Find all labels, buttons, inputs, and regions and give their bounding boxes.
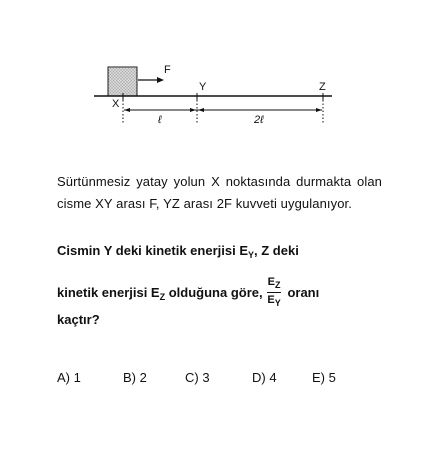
frac-den-letter: E <box>267 294 275 306</box>
choice-e[interactable] <box>312 370 336 385</box>
choice-value: 2 <box>139 370 147 385</box>
question-line-3: kaçtır? <box>57 312 100 327</box>
dim-arrow-xy-left <box>124 108 130 112</box>
q-text: Cismin Y deki kinetik enerjisi E <box>57 243 248 258</box>
q-text: olduğuna göre, <box>165 284 263 300</box>
q-text: kinetik enerjisi E <box>57 284 160 300</box>
choice-value: 4 <box>269 370 277 385</box>
dim-arrow-yz-right <box>316 108 322 112</box>
frac-num-letter: E <box>267 276 275 288</box>
choice-letter: C) <box>185 370 199 385</box>
point-z-label: Z <box>319 81 326 93</box>
dim-arrow-xy-right <box>190 108 196 112</box>
choice-a[interactable] <box>57 370 81 385</box>
choice-letter: D) <box>252 370 266 385</box>
q-sub: Y <box>248 250 255 260</box>
question-line-1 <box>57 243 299 260</box>
choice-letter: A) <box>57 370 70 385</box>
fraction-numerator <box>267 276 282 293</box>
choice-value: 1 <box>73 370 81 385</box>
fraction-denominator <box>267 293 282 309</box>
q-text: oranı <box>287 284 320 300</box>
force-arrow-head <box>157 77 164 83</box>
choice-letter: B) <box>123 370 136 385</box>
distance-xy-label: ℓ <box>158 114 162 126</box>
physics-diagram <box>0 0 429 140</box>
distance-yz-label: 2ℓ <box>254 114 264 126</box>
frac-num-sub: Z <box>274 280 281 290</box>
choice-value: 5 <box>328 370 336 385</box>
choice-c[interactable] <box>185 370 210 385</box>
point-y-label: Y <box>199 81 207 93</box>
q-text: , Z deki <box>254 243 299 258</box>
question-stem: Sürtünmesiz yatay yolun X noktasında durmakta olan cisme XY arası F, YZ arası 2F kuvveti uygulanıyor. <box>57 174 382 211</box>
q-sub: Z <box>159 291 166 302</box>
force-label: F <box>164 64 171 76</box>
choice-b[interactable] <box>123 370 147 385</box>
ratio-fraction <box>267 276 282 309</box>
question-line-2 <box>57 277 319 310</box>
block-body <box>108 67 137 96</box>
dim-arrow-yz-left <box>198 108 204 112</box>
choice-value: 3 <box>202 370 210 385</box>
point-x-label: X <box>112 98 120 110</box>
choice-letter: E) <box>312 370 325 385</box>
frac-den-sub: Y <box>274 298 281 308</box>
choice-d[interactable] <box>252 370 277 385</box>
